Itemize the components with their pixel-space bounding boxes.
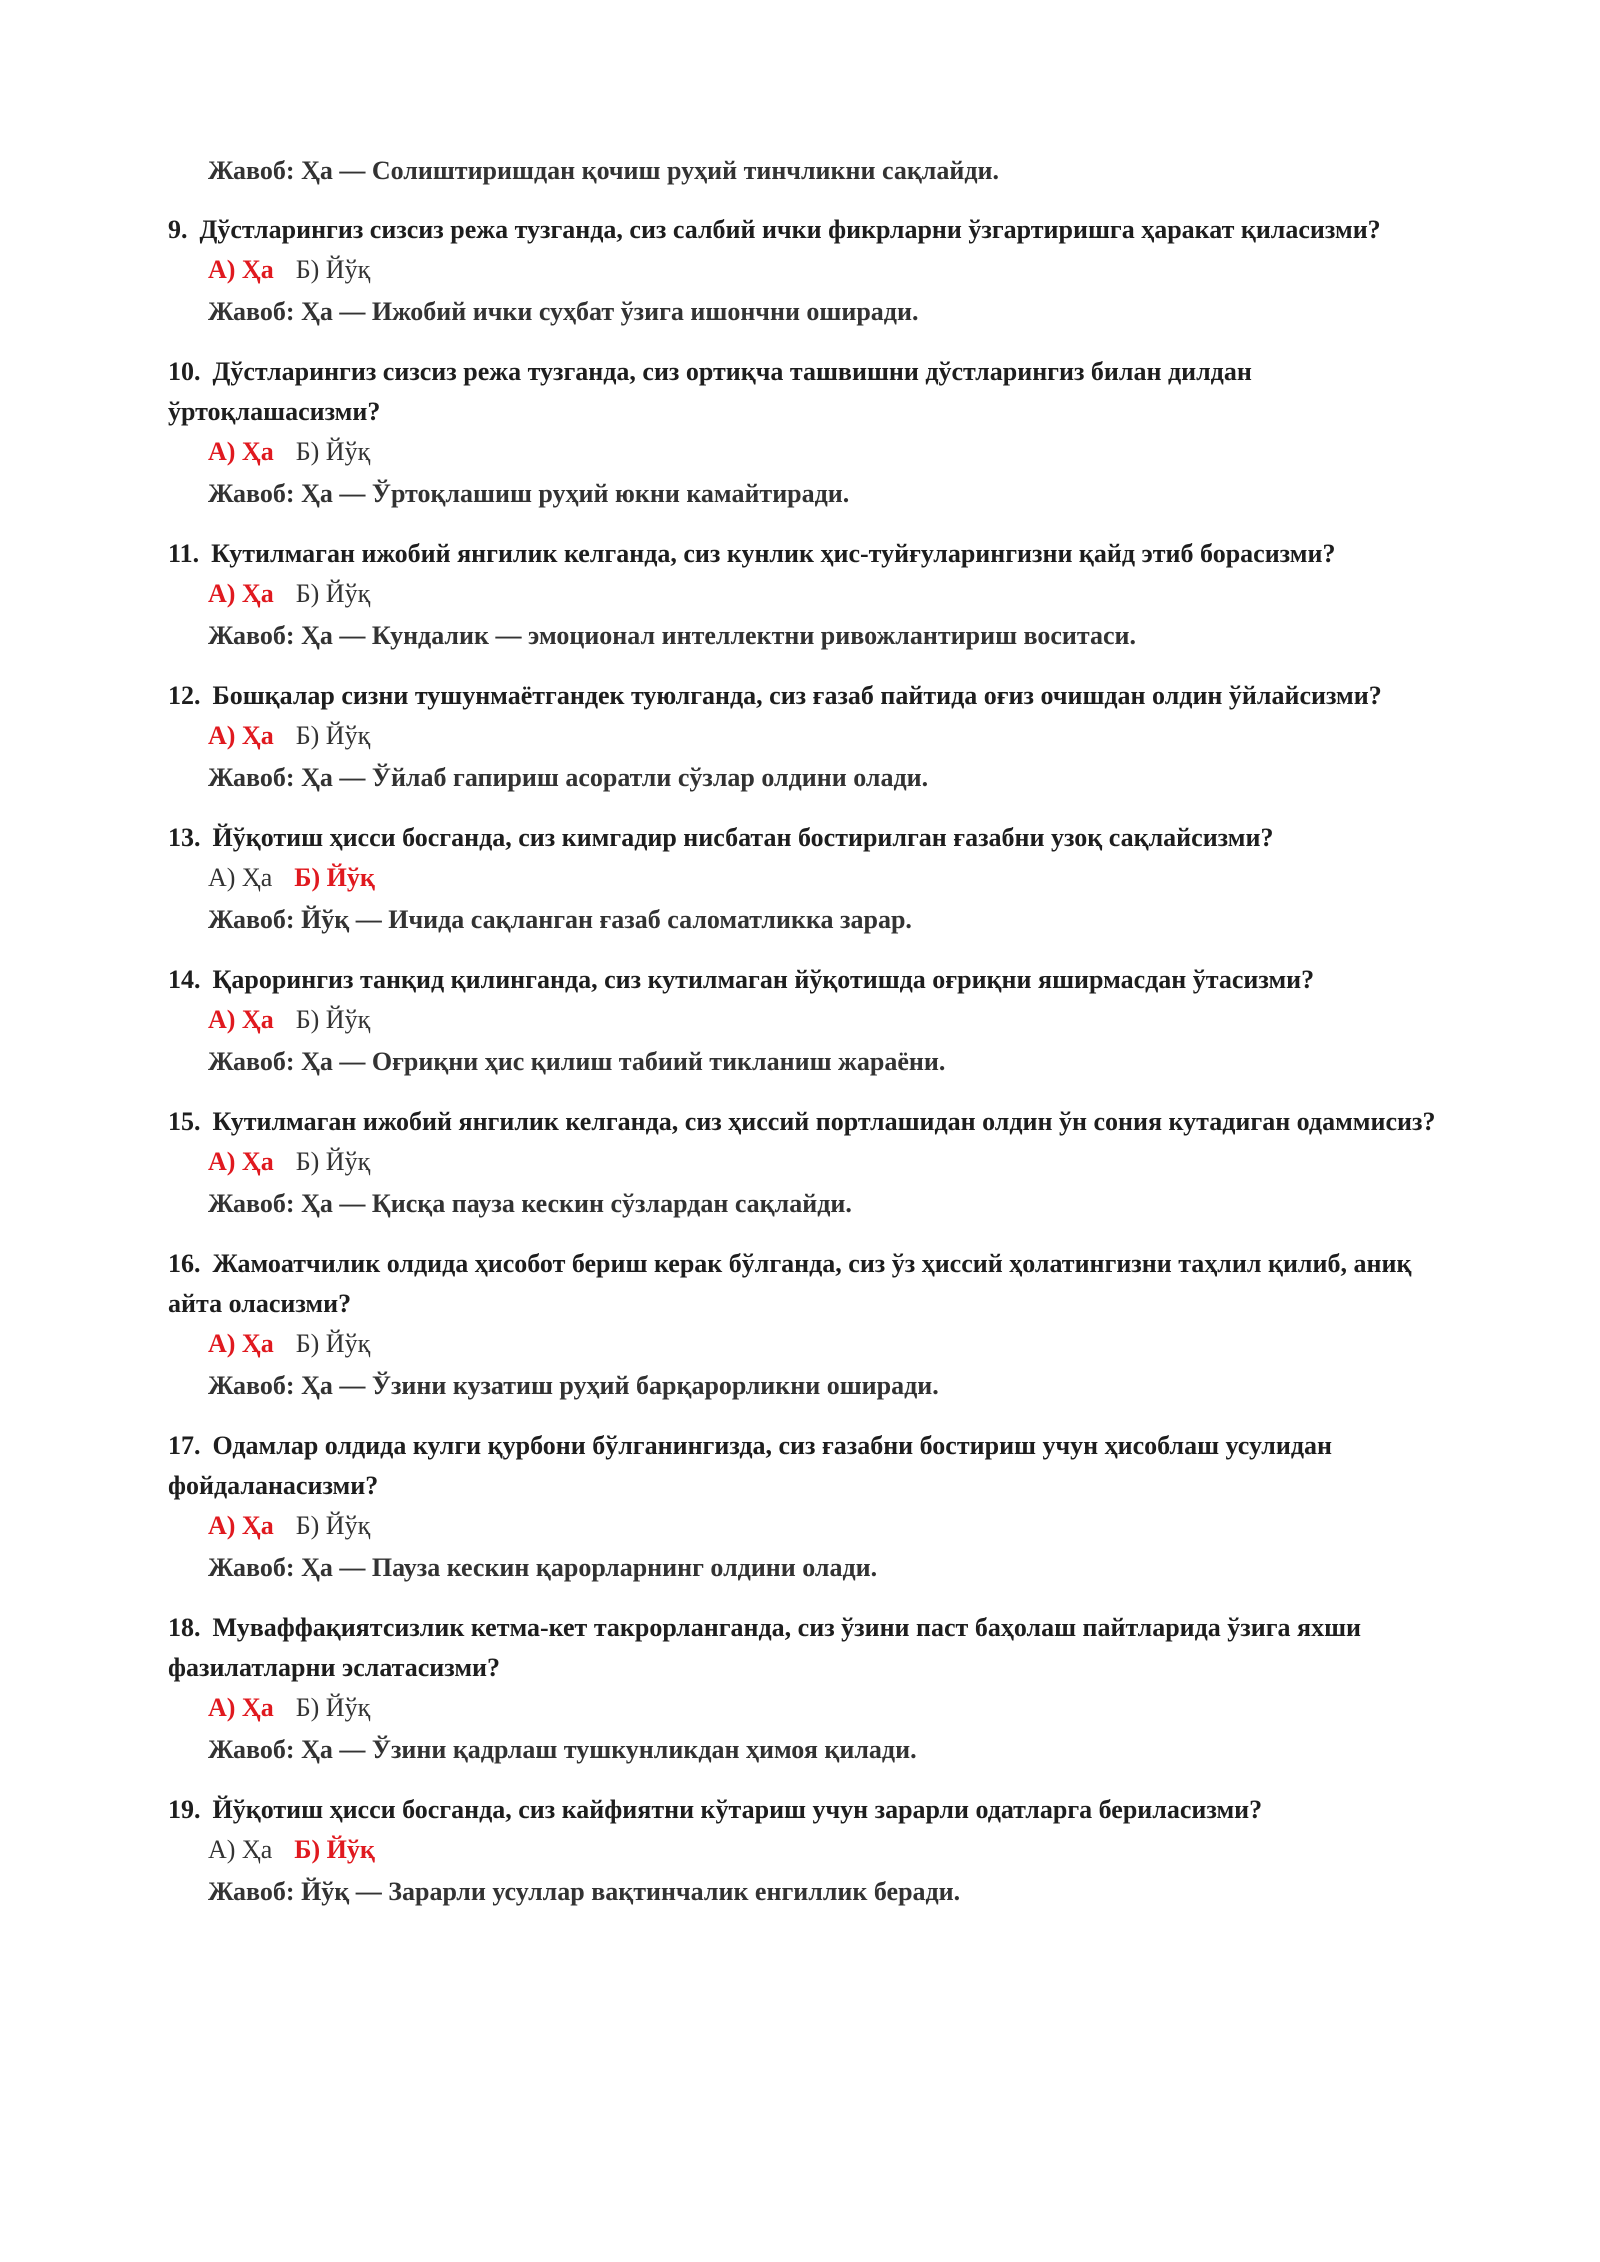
option-a: А) Ҳа [208,437,274,466]
option-a: А) Ҳа [208,1511,274,1540]
option-a: А) Ҳа [208,1147,274,1176]
answer-options [168,1688,1470,1728]
question-number: 13. [168,823,201,852]
option-b: Б) Йўқ [294,1835,375,1864]
question-number: 10. [168,357,201,386]
option-a: А) Ҳа [208,863,273,892]
question-label: Жамоатчилик олдида ҳисобот бериш керак бўлганда, сиз ўз ҳиссий ҳолатингизни таҳлил қилиб, аниқ айта оласизми? [168,1249,1412,1318]
option-b: Б) Йўқ [295,1147,371,1176]
question-label: Дўстларингиз сизсиз режа тузганда, сиз салбий ички фикрларни ўзгартиришга ҳаракат қиласизми? [199,215,1381,244]
answer-line: Жавоб: Ҳа — Пауза кескин қарорларнинг олдини олади. [208,1553,878,1582]
answer-line: Жавоб: Йўқ — Ичида сақланган ғазаб саломатликка зарар. [208,905,912,934]
question-block [168,1426,1470,1590]
question-number: 9. [168,215,188,244]
question-block [168,352,1470,516]
question-text [168,1790,1470,1830]
question-block [168,960,1470,1084]
question-block [168,1608,1470,1772]
question-text [168,534,1470,574]
option-b: Б) Йўқ [295,1329,371,1358]
option-a: А) Ҳа [208,579,274,608]
option-b: Б) Йўқ [295,1693,371,1722]
answer-line: Жавоб: Ҳа — Ўртоқлашиш руҳий юкни камайтиради. [208,479,850,508]
option-b: Б) Йўқ [295,1511,371,1540]
question-label: Кутилмаган ижобий янгилик келганда, сиз кунлик ҳис-туйғуларингизни қайд этиб борасизми? [211,539,1336,568]
answer-options [168,1142,1470,1182]
answer-options [168,1000,1470,1040]
question-number: 15. [168,1107,201,1136]
question-block [168,210,1470,334]
option-b: Б) Йўқ [294,863,375,892]
question-block [168,534,1470,658]
answer-options [168,1830,1470,1870]
option-a: А) Ҳа [208,1835,273,1864]
answer-line: Жавоб: Ҳа — Кундалик — эмоционал интеллектни ривожлантириш воситаси. [208,621,1137,650]
answer-line: Жавоб: Ҳа — Солиштиришдан қочиш руҳий тинчликни сақлайди. [208,156,1000,185]
question-text [168,1608,1470,1688]
question-number: 11. [168,539,200,568]
question-block [168,1102,1470,1226]
question-label: Қарорингиз танқид қилинганда, сиз кутилмаган йўқотишда оғриқни яширмасдан ўтасизми? [212,965,1315,994]
question-number: 19. [168,1795,201,1824]
option-b: Б) Йўқ [295,1005,371,1034]
question-block [168,1244,1470,1408]
question-number: 17. [168,1431,201,1460]
answer-line: Жавоб: Йўқ — Зарарли усуллар вақтинчалик енгиллик беради. [208,1877,961,1906]
option-b: Б) Йўқ [295,437,371,466]
answer-line: Жавоб: Ҳа — Оғриқни ҳис қилиш табиий тикланиш жараёни. [208,1047,946,1076]
question-text [168,818,1470,858]
option-a: А) Ҳа [208,1005,274,1034]
answer-options [168,250,1470,290]
question-number: 12. [168,681,201,710]
question-label: Бошқалар сизни тушунмаётгандек туюлганда, сиз ғазаб пайтида оғиз очишдан олдин ўйлайсизми? [212,681,1382,710]
question-label: Муваффақиятсизлик кетма-кет такрорланганда, сиз ўзини паст баҳолаш пайтларида ўзига яхши фазилатларни эслатасизми? [168,1613,1362,1682]
option-a: А) Ҳа [208,1693,274,1722]
question-text [168,960,1470,1000]
question-label: Йўқотиш ҳисси босганда, сиз кимгадир нисбатан бостирилган ғазабни узоқ сақлайсизми? [212,823,1274,852]
answer-options [168,574,1470,614]
answer-options [168,1324,1470,1364]
question-block [168,1790,1470,1914]
answer-options [168,1506,1470,1546]
option-b: Б) Йўқ [295,721,371,750]
answer-line: Жавоб: Ҳа — Ижобий ички суҳбат ўзига ишончни оширади. [208,297,919,326]
question-text [168,1102,1470,1142]
question-block [168,818,1470,942]
answer-options [168,432,1470,472]
question-label: Кутилмаган ижобий янгилик келганда, сиз ҳиссий портлашидан олдин ўн сония кутадиган одаммисиз? [212,1107,1436,1136]
question-list [168,210,1470,1914]
question-number: 18. [168,1613,201,1642]
option-b: Б) Йўқ [295,579,371,608]
answer-options [168,716,1470,756]
question-number: 14. [168,965,201,994]
option-b: Б) Йўқ [295,255,371,284]
question-text [168,210,1470,250]
option-a: А) Ҳа [208,1329,274,1358]
question-label: Дўстларингиз сизсиз режа тузганда, сиз ортиқча ташвишни дўстларингиз билан дилдан ўртоқлашасизми? [168,357,1252,426]
question-text [168,1244,1470,1324]
question-block [168,676,1470,800]
question-number: 16. [168,1249,201,1278]
question-label: Одамлар олдида кулги қурбони бўлганингизда, сиз ғазабни бостириш учун ҳисоблаш усулидан фойдаланасизми? [168,1431,1332,1500]
answer-line: Жавоб: Ҳа — Ўзини кузатиш руҳий барқарорликни оширади. [208,1371,939,1400]
question-label: Йўқотиш ҳисси босганда, сиз кайфиятни кўтариш учун зарарли одатларга бериласизми? [212,1795,1263,1824]
question-text [168,1426,1470,1506]
answer-line: Жавоб: Ҳа — Ўйлаб гапириш асоратли сўзлар олдини олади. [208,763,929,792]
answer-line: Жавоб: Ҳа — Ўзини қадрлаш тушкунликдан ҳимоя қилади. [208,1735,917,1764]
option-a: А) Ҳа [208,255,274,284]
answer-options [168,858,1470,898]
question-text [168,352,1470,432]
option-a: А) Ҳа [208,721,274,750]
question-text [168,676,1470,716]
answer-line: Жавоб: Ҳа — Қисқа пауза кескин сўзлардан сақлайди. [208,1189,852,1218]
